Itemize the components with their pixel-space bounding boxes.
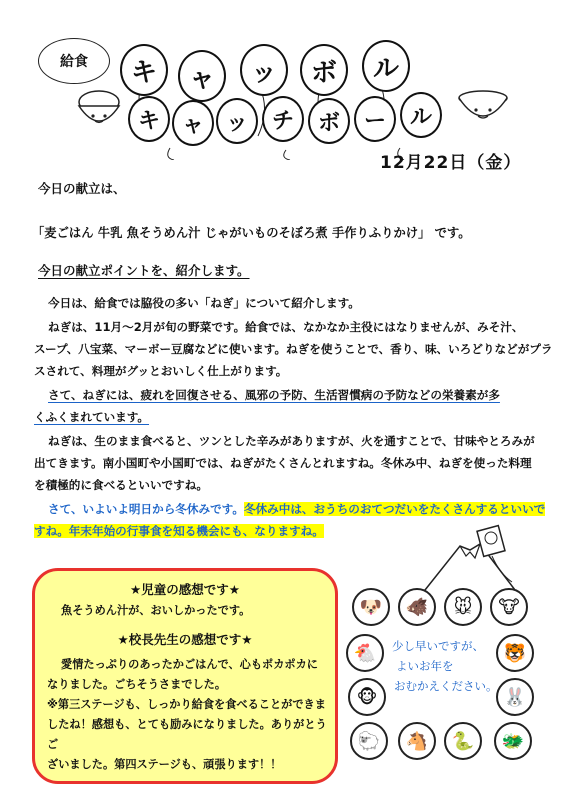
impressions-panel bbox=[32, 568, 338, 784]
rooster-icon: 🐔 bbox=[346, 634, 384, 672]
principal-impression: ※第三ステージも、しっかり給食を食べることができま bbox=[47, 698, 326, 711]
rabbit-icon: 🐰 bbox=[496, 678, 534, 716]
rat-icon: 🐭 bbox=[444, 588, 482, 626]
winter-break-highlight: すね。年末年始の行事食を知る機会にも、なりますね。 bbox=[34, 524, 324, 538]
tiger-icon: 🐯 bbox=[496, 634, 534, 672]
point-paragraph: ねぎは、11月～2月が旬の野菜です。給食では、なかなか主役にはなりませんが、みそ汁、 bbox=[48, 320, 524, 334]
title-balloon: キ bbox=[120, 44, 168, 96]
title-balloon: ッ bbox=[216, 98, 258, 144]
new-year-greeting bbox=[392, 636, 498, 696]
menu-heading: 今日の献立は、 bbox=[38, 181, 126, 196]
ox-icon: 🐮 bbox=[490, 588, 528, 626]
principal-impression: なりました。ごちそうさまでした。 bbox=[47, 678, 227, 691]
title-balloon: ャ bbox=[178, 50, 226, 102]
greeting-line: 少し早いですが、 bbox=[392, 639, 484, 653]
horse-icon: 🐴 bbox=[398, 722, 436, 760]
title-balloon: ー bbox=[354, 96, 396, 142]
sheep-icon: 🐑 bbox=[350, 722, 388, 760]
principal-impression-heading: ★校長先生の感想です★ bbox=[117, 632, 253, 647]
dog-icon: 🐶 bbox=[352, 588, 390, 626]
monkey-icon: 🐵 bbox=[348, 678, 386, 716]
soup-bowl-mascot-icon bbox=[454, 86, 512, 130]
point-paragraph: 出てきます。南小国町や小国町では、ねぎがたくさんとれますね。冬休み中、ねぎを使った料理 bbox=[34, 456, 532, 470]
title-balloon: キ bbox=[128, 96, 170, 142]
winter-break-line bbox=[34, 520, 324, 542]
menu-items: 「麦ごはん 牛乳 魚そうめん汁 じゃがいものそぼろ煮 手作りふりかけ」 です。 bbox=[32, 226, 471, 240]
greeting-line: よいお年を bbox=[396, 659, 454, 673]
principal-impression: したね！感想も、とても励みになりました。ありがとうご bbox=[47, 718, 327, 751]
point-paragraph-nutrition: さて、ねぎには、疲れを回復させる、風邪の予防、生活習慣病の予防などの栄養素が多 bbox=[48, 388, 500, 402]
greeting-line: おむかえください。 bbox=[394, 679, 498, 693]
title-balloon: ボ bbox=[300, 44, 348, 96]
point-paragraph: ねぎは、生のまま食べると、ツンとした辛みがありますが、火を通すことで、甘味やとろみが bbox=[48, 434, 535, 448]
point-paragraph: 今日は、給食では脇役の多い「ねぎ」について紹介します。 bbox=[48, 296, 360, 310]
point-paragraph: スープ、八宝菜、マーボー豆腐などに使います。ねぎを使うことで、香り、味、いろどりなどがプラ bbox=[34, 342, 553, 356]
boar-icon: 🐗 bbox=[398, 588, 436, 626]
winter-break-line bbox=[48, 498, 545, 520]
dragon-icon: 🐲 bbox=[494, 722, 532, 760]
title-balloon: チ bbox=[262, 96, 304, 142]
mt-fuji-kite-icon bbox=[420, 524, 530, 594]
principal-impression: 愛情たっぷりのあったかごはんで、心もポカポカに bbox=[61, 658, 318, 671]
point-paragraph: スされて、料理がグッとおいしく仕上がります。 bbox=[34, 364, 288, 378]
children-impression-heading: ★児童の感想です★ bbox=[130, 582, 240, 597]
title-balloon: ャ bbox=[172, 100, 214, 146]
winter-break-highlight: 冬休み中は、おうちのおてつだいをたくさんするといいで bbox=[243, 502, 546, 516]
point-heading: 今日の献立ポイントを、紹介します。 bbox=[38, 263, 250, 278]
title-balloon: ボ bbox=[308, 98, 350, 144]
snake-icon: 🐍 bbox=[444, 722, 482, 760]
principal-impression: ざいました。第四ステージも、頑張ります！！ bbox=[47, 758, 282, 771]
title-balloon: ッ bbox=[240, 44, 288, 96]
point-paragraph-nutrition: くふくまれています。 bbox=[34, 410, 150, 424]
winter-break-text: さて、いよいよ明日から冬休みです。 bbox=[48, 502, 244, 516]
date: 12月22日（金） bbox=[380, 153, 522, 173]
title-balloon: ル bbox=[400, 92, 442, 138]
children-impression: 魚そうめん汁が、おいしかったです。 bbox=[61, 604, 251, 617]
title-balloon: ル bbox=[362, 40, 410, 92]
kyushoku-label: 給食 bbox=[60, 54, 88, 70]
point-paragraph: を積極的に食べるといいですね。 bbox=[34, 478, 208, 492]
